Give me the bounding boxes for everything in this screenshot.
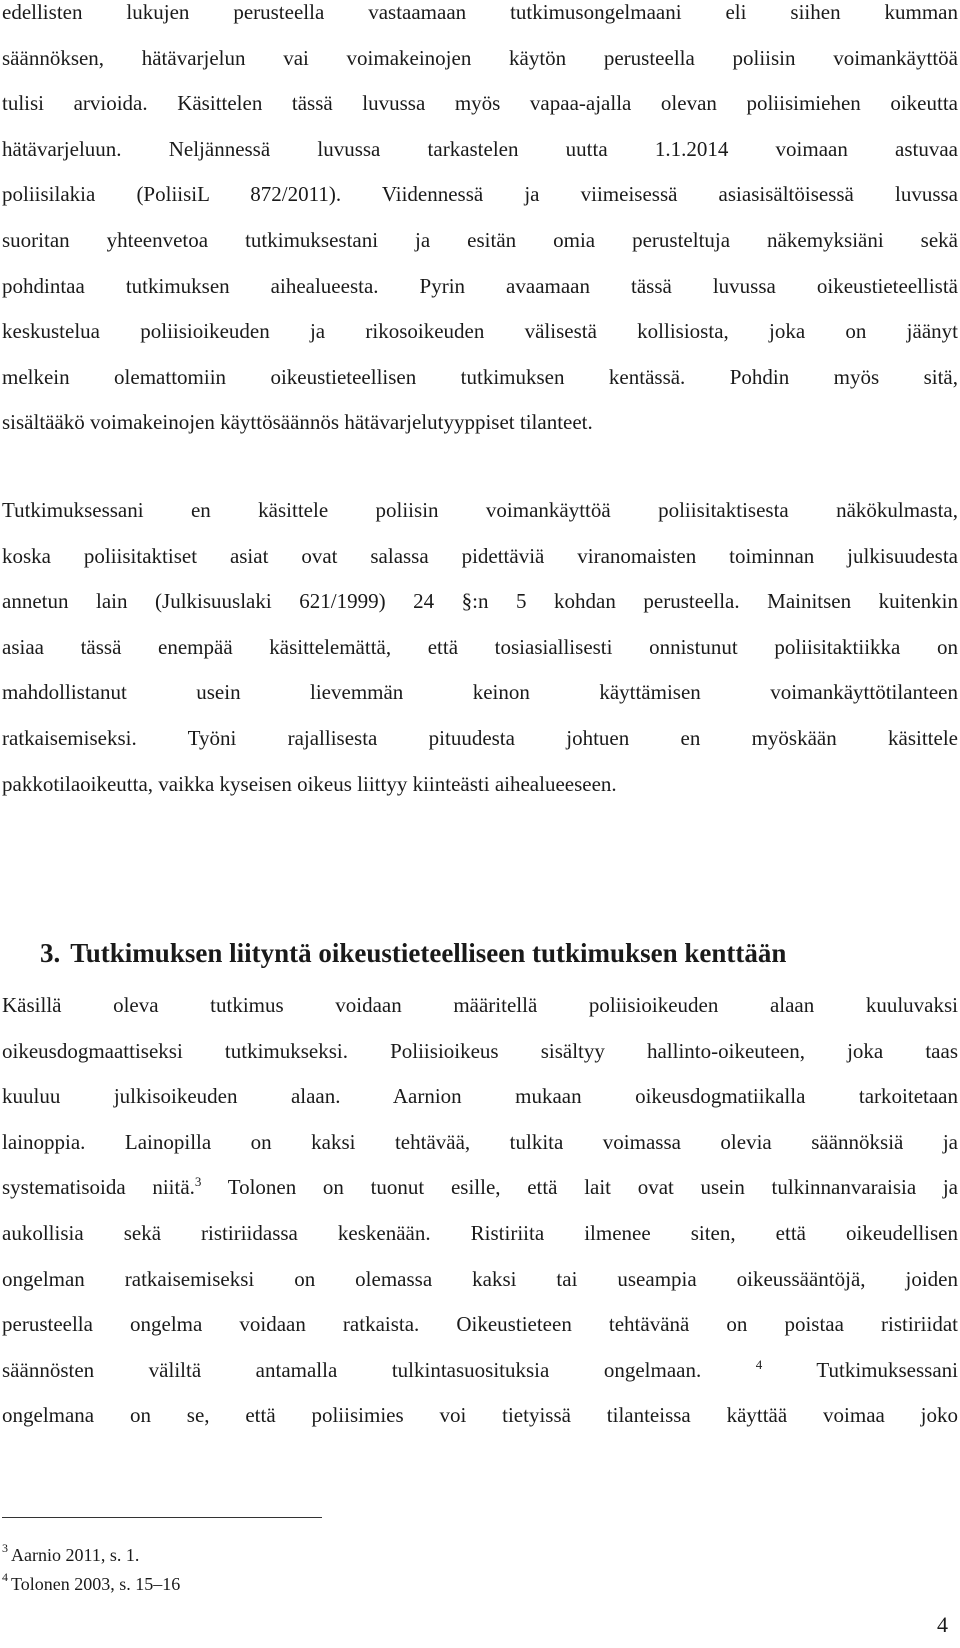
text-segment: säännösten väliltä antamalla tulkintasuosituksia ongelmaan. <box>2 1357 702 1382</box>
text-line: melkein olemattomiin oikeustieteellisen tutkimuksen kentässä. Pohdin myös sitä, <box>2 364 958 389</box>
text-line: asiaa tässä enempää käsittelemättä, että tosiasiallisesti onnistunut poliisitaktiikka on <box>2 634 958 659</box>
text-segment: Tolonen on tuonut esille, että lait ovat usein tulkinnanvaraisia ja <box>201 1175 958 1200</box>
text-line: tulisi arvioida. Käsittelen tässä luvussa myös vapaa-ajalla olevan poliisimiehen oikeutta <box>2 91 958 116</box>
footnote-divider <box>2 1517 322 1518</box>
text-line <box>2 1165 958 1211</box>
footnote-4 <box>2 1570 181 1595</box>
footnote-text: Tolonen 2003, s. 15–16 <box>11 1574 181 1594</box>
text-line: ongelmana on se, että poliisimies voi tietyissä tilanteissa käyttää voimaa joko <box>2 1403 958 1428</box>
text-line: poliisilakia (PoliisiL 872/2011). Viidennessä ja viimeisessä asiasisältöisessä luvussa <box>2 182 958 207</box>
text-line: hätävarjeluun. Neljännessä luvussa tarkastelen uutta 1.1.2014 voimaan astuvaa <box>2 136 958 161</box>
text-line: suoritan yhteenvetoa tutkimuksestani ja esitän omia perusteltuja näkemyksiäni sekä <box>2 227 958 252</box>
footnote-reference-3[interactable]: 3 <box>194 1174 202 1190</box>
text-line: koska poliisitaktiset asiat ovat salassa pidettäviä viranomaisten toiminnan julkisuudesta <box>2 543 958 568</box>
text-line: mahdollistanut usein lievemmän keinon käyttämisen voimankäyttötilanteen <box>2 680 958 705</box>
page-number: 4 <box>937 1612 948 1637</box>
footnote-marker: 3 <box>2 1541 8 1555</box>
text-line: edellisten lukujen perusteella vastaamaan tutkimusongelmaani eli siihen kumman <box>2 0 958 24</box>
text-line: oikeusdogmaattiseksi tutkimukseksi. Poliisioikeus sisältyy hallinto-oikeuteen, joka taas <box>2 1038 958 1063</box>
footnote-text: Aarnio 2011, s. 1. <box>11 1545 140 1565</box>
footnote-3 <box>2 1541 140 1566</box>
paragraph-scope-limitations <box>2 488 958 807</box>
text-line: annetun lain (Julkisuuslaki 621/1999) 24 §:n 5 kohdan perusteella. Mainitsen kuitenkin <box>2 589 958 614</box>
paragraph-research-field <box>2 983 958 1439</box>
text-line: kuuluu julkisoikeuden alaan. Aarnion mukaan oikeusdogmatiikalla tarkoitetaan <box>2 1084 958 1109</box>
text-line: Käsillä oleva tutkimus voidaan määritellä poliisioikeuden alaan kuuluvaksi <box>2 993 958 1017</box>
text-segment: Tutkimuksessani <box>762 1357 958 1382</box>
section-number: 3. <box>40 938 61 968</box>
text-line: pakkotilaoikeutta, vaikka kyseisen oikeus liittyy kiinteästi aihealueeseen. <box>2 771 617 796</box>
text-line <box>2 1348 958 1394</box>
paragraph-chapter-outline <box>2 0 958 446</box>
text-line: lainoppia. Lainopilla on kaksi tehtävää, tulkita voimassa olevia säännöksiä ja <box>2 1129 958 1154</box>
section-heading <box>40 938 786 969</box>
text-line: säännöksen, hätävarjelun vai voimakeinojen käytön perusteella poliisin voimankäyttöä <box>2 45 958 70</box>
text-line: pohdintaa tutkimuksen aihealueesta. Pyrin avaamaan tässä luvussa oikeustieteellistä <box>2 273 958 298</box>
text-line: perusteella ongelma voidaan ratkaista. Oikeustieteen tehtävänä on poistaa ristiriidat <box>2 1312 958 1337</box>
text-line: Tutkimuksessani en käsittele poliisin voimankäyttöä poliisitaktisesta näkökulmasta, <box>2 498 958 522</box>
footnote-reference-4[interactable]: 4 <box>755 1356 763 1372</box>
footnote-marker: 4 <box>2 1570 8 1584</box>
text-line: keskustelua poliisioikeuden ja rikosoikeuden välisestä kollisiosta, joka on jäänyt <box>2 319 958 344</box>
section-title: Tutkimuksen liityntä oikeustieteelliseen tutkimuksen kenttään <box>70 938 787 968</box>
text-line: ongelman ratkaisemiseksi on olemassa kaksi tai useampia oikeussääntöjä, joiden <box>2 1266 958 1291</box>
text-line: sisältääkö voimakeinojen käyttösäännös hätävarjelutyyppiset tilanteet. <box>2 410 593 435</box>
text-line: aukollisia sekä ristiriidassa keskenään. Ristiriita ilmenee siten, että oikeudellisen <box>2 1220 958 1245</box>
text-line: ratkaisemiseksi. Työni rajallisesta pituudesta johtuen en myöskään käsittele <box>2 725 958 750</box>
text-segment: systematisoida niitä. <box>2 1175 195 1200</box>
